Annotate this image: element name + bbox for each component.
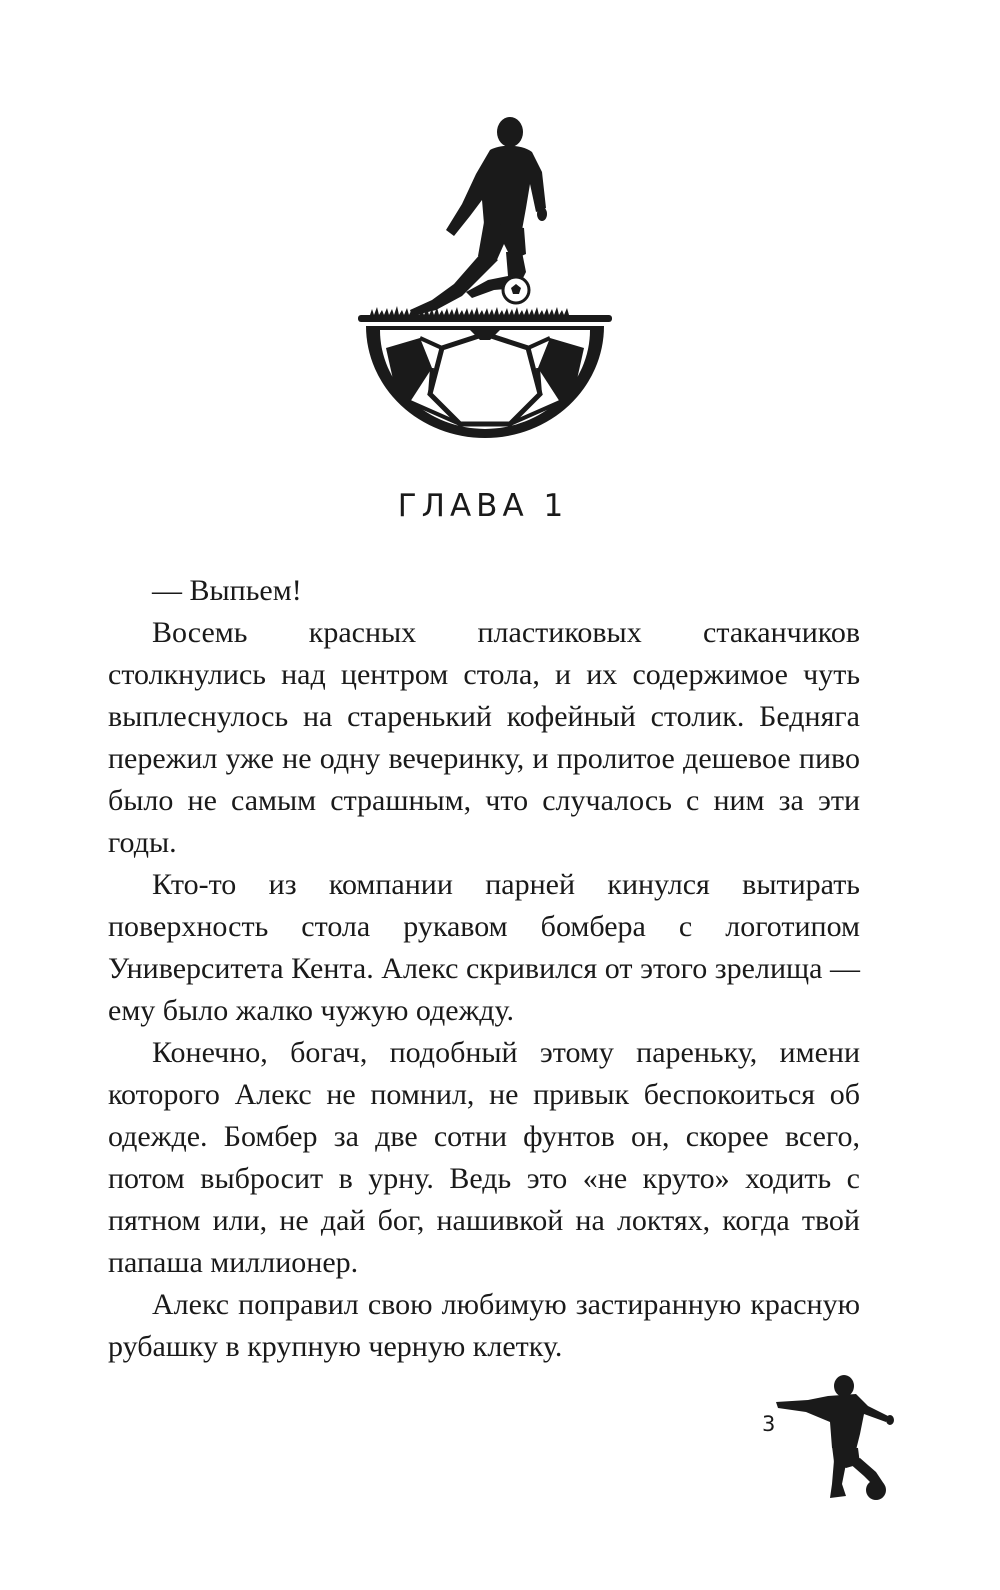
kicking-player-icon (772, 1372, 912, 1502)
half-soccer-ball-icon (366, 326, 604, 438)
paragraph: Восемь красных пластиковых стаканчиков столкнулись над центром стола, и их содержимое чуть выплеснулось на старенький кофейный столик. Бедняга пережил уже не одну вечеринку, и пролитое дешевое пиво было не самым страшным, что случалось с ним за эти годы. (108, 616, 860, 859)
footballer-emblem-icon (350, 112, 620, 442)
grass-line-icon (358, 306, 612, 322)
paragraph: Алекс поправил свою любимую застиранную красную рубашку в крупную черную клетку. (108, 1288, 860, 1363)
chapter-title: ГЛАВА 1 (397, 488, 569, 524)
small-ball-icon (503, 277, 529, 303)
paragraph: Конечно, богач, подобный этому пареньку, имени которого Алекс не помнил, не привык беспокоиться об одежде. Бомбер за две сотни фунтов он, скорее всего, потом выбросит в урну. Ведь это «не круто» ходить с пятном или, не дай бог, нашивкой на локтях, когда твой папаша миллионер. (108, 1036, 860, 1279)
paragraph: — Выпьем! (152, 574, 302, 607)
paragraph: Кто-то из компании парней кинулся вытирать поверхность стола рукавом бомбера с логотипом Университета Кента. Алекс скривился от этого зрелища — ему было жалко чужую одежду. (108, 868, 860, 1027)
ball-icon (866, 1480, 886, 1500)
chapter-body (108, 570, 860, 1368)
page-number: 3 (762, 1412, 776, 1436)
